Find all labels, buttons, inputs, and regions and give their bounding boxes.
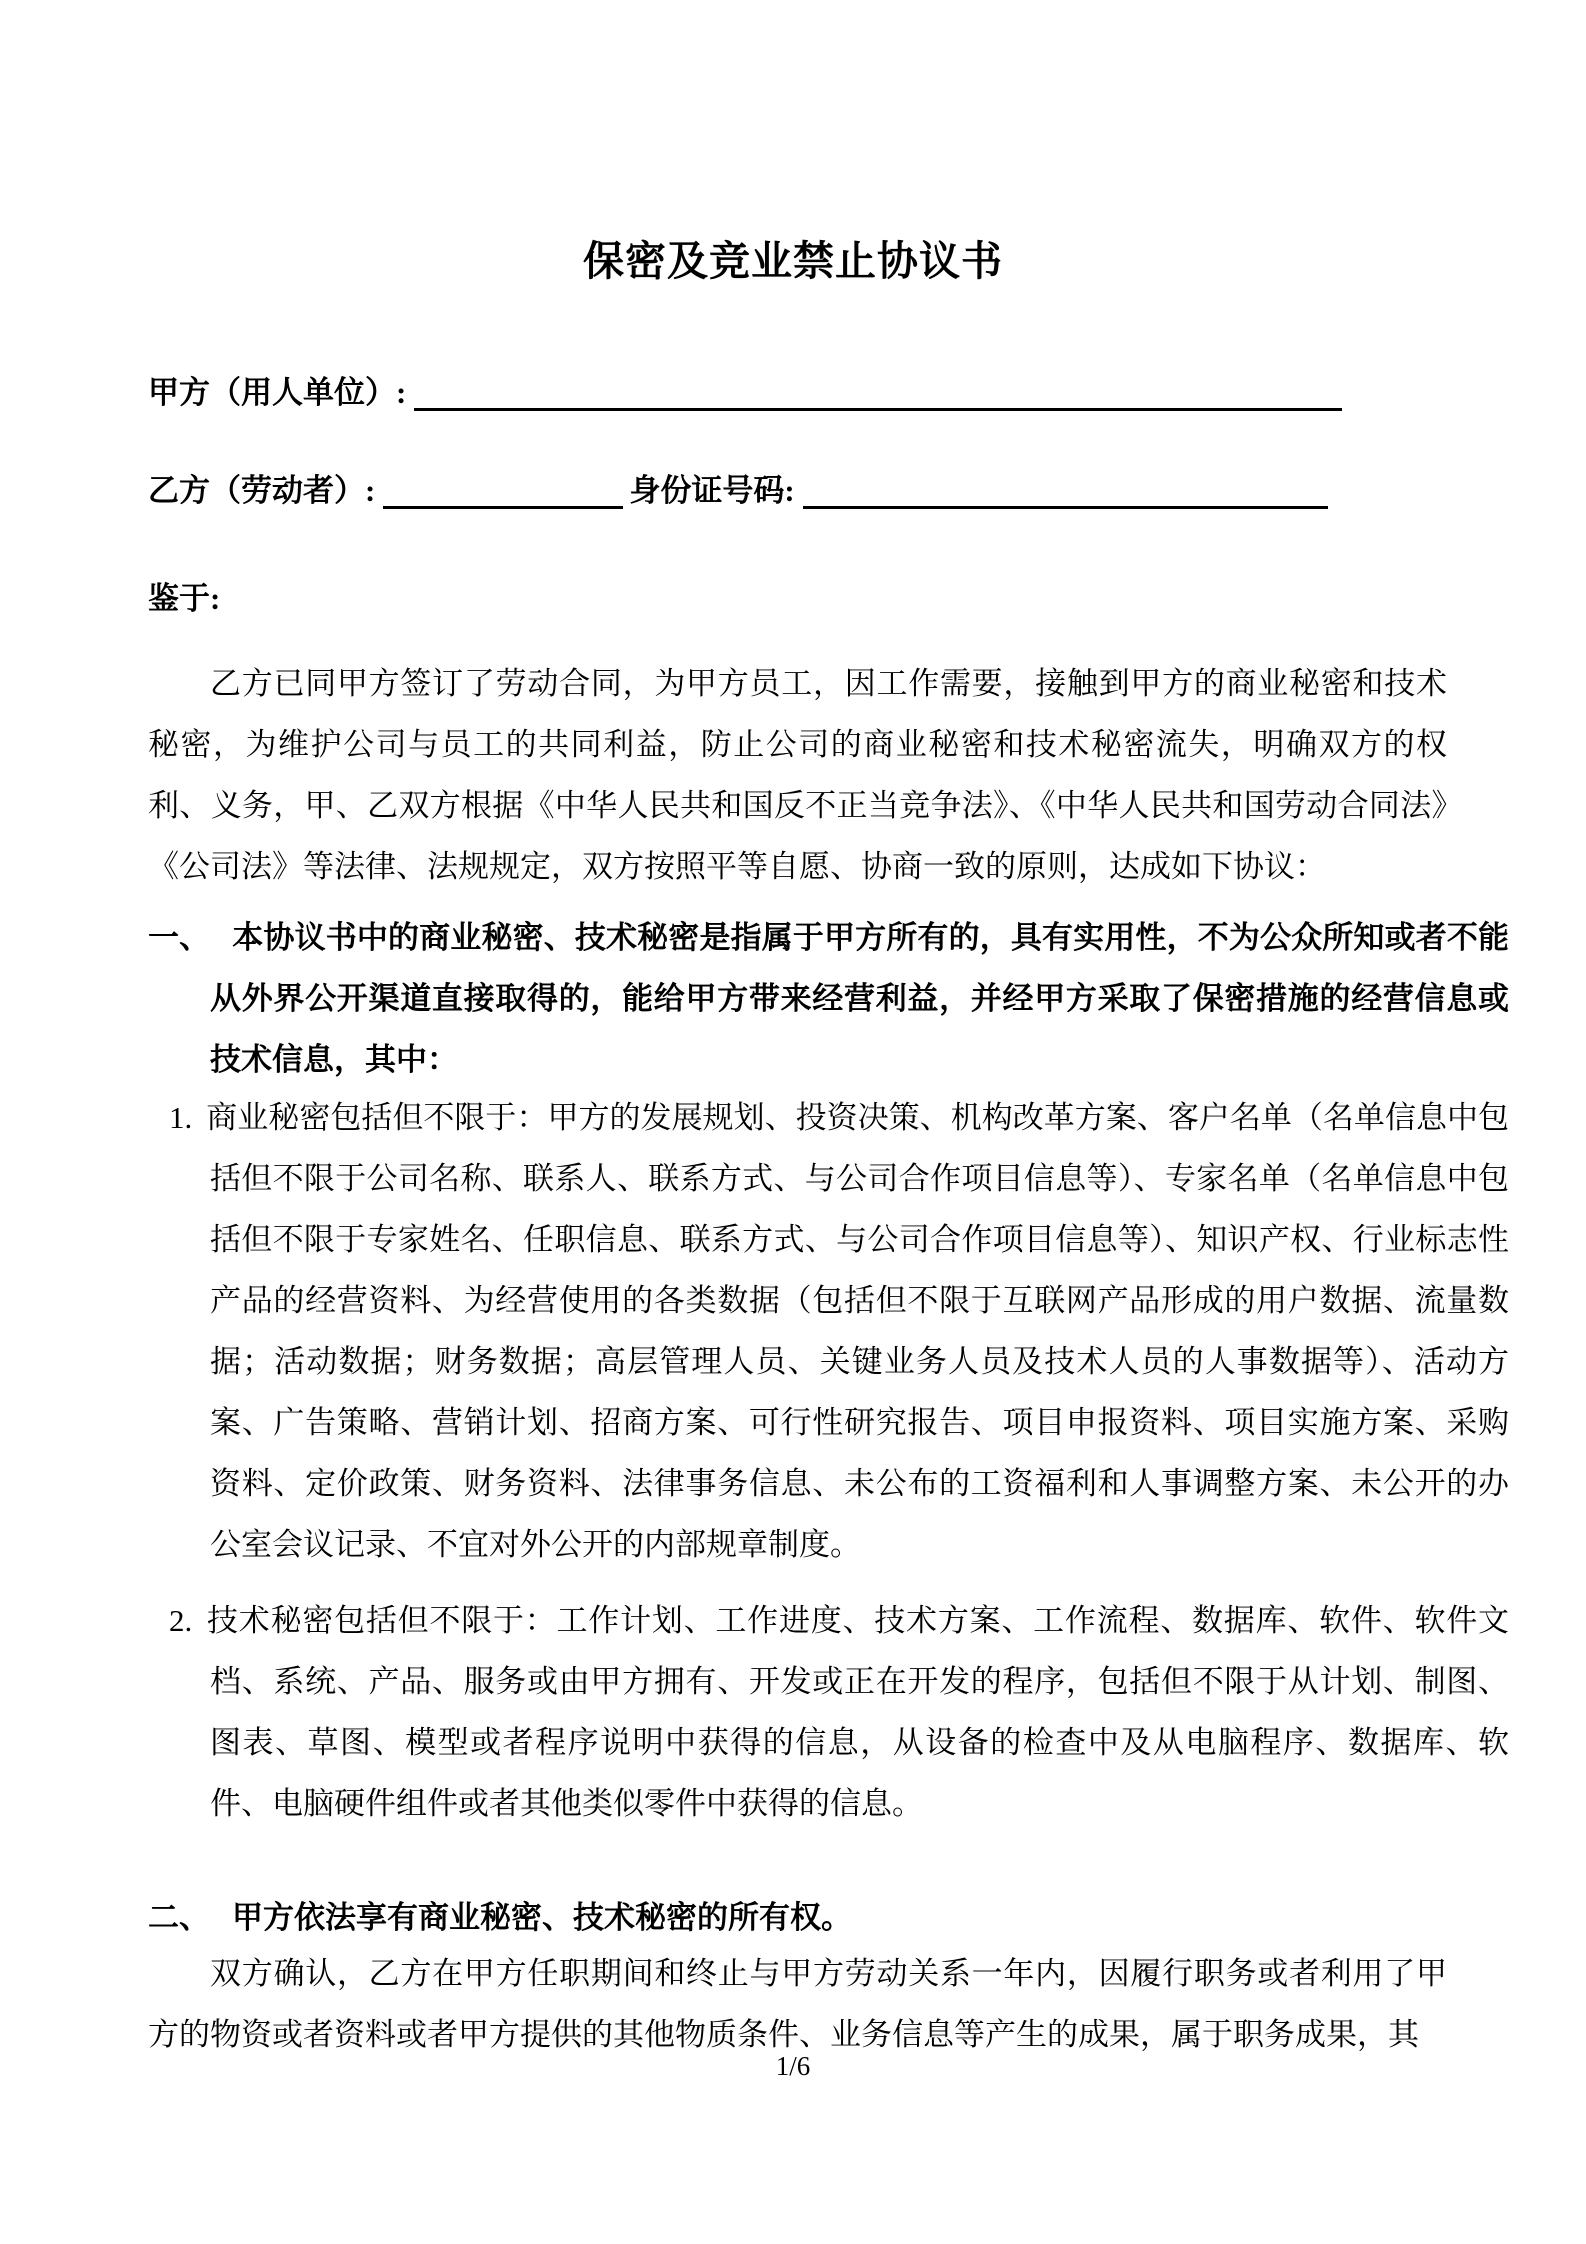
list-item-2-text: 技术秘密包括但不限于：工作计划、工作进度、技术方案、工作流程、数据库、软件、软件文档、系统、产品、服务或由甲方拥有、开发或正在开发的程序，包括但不限于从计划、制图、图表、草图、模型或者程序说明中获得的信息，从设备的检查中及从电脑程序、数据库、软件、电脑硬件组件或者其他类似零件中获得的信息。 [206, 1603, 1509, 1821]
section-1-marker: 一、 [148, 920, 211, 955]
party-b-row [148, 472, 1447, 509]
id-number-label: 身份证号码: [629, 473, 795, 508]
party-a-label: 甲方（用人单位）: [148, 375, 407, 410]
party-b-fill-line [383, 472, 623, 509]
party-a-row [148, 374, 1447, 411]
page-title: 保密及竞业禁止协议书 [583, 238, 1003, 284]
closing-paragraph: 双方确认，乙方在甲方任职期间和终止与甲方劳动关系一年内，因履行职务或者利用了甲方的物资或者资料或者甲方提供的其他物质条件、业务信息等产生的成果，属于职务成果，其 [148, 1956, 1447, 2052]
list-item-2 [148, 1590, 1509, 1834]
intro-paragraph: 乙方已同甲方签订了劳动合同，为甲方员工，因工作需要，接触到甲方的商业秘密和技术秘密，为维护公司与员工的共同利益，防止公司的商业秘密和技术秘密流失，明确双方的权利、义务，甲、乙双方根据《中华人民共和国反不正当竞争法》、《中华人民共和国劳动合同法》《公司法》等法律、法规规定，双方按照平等自愿、协商一致的原则，达成如下协议： [148, 666, 1447, 884]
whereas-label: 鉴于: [148, 581, 221, 616]
section-1-text: 本协议书中的商业秘密、技术秘密是指属于甲方所有的，具有实用性，不为公众所知或者不能从外界公开渠道直接取得的，能给甲方带来经营利益，并经甲方采取了保密措施的经营信息或技术信息，其中： [210, 920, 1510, 1077]
list-item-2-marker: 2. [169, 1603, 193, 1638]
party-b-label: 乙方（劳动者）: [148, 473, 376, 508]
id-number-fill-line [803, 472, 1328, 509]
list-item-1-text: 商业秘密包括但不限于：甲方的发展规划、投资决策、机构改革方案、客户名单（名单信息中包括但不限于公司名称、联系人、联系方式、与公司合作项目信息等）、专家名单（名单信息中包括但不限于专家姓名、任职信息、联系方式、与公司合作项目信息等）、知识产权、行业标志性产品的经营资料、为经营使用的各类数据（包括但不限于互联网产品形成的用户数据、流量数据；活动数据；财务数据；高层管理人员、关键业务人员及技术人员的人事数据等）、活动方案、广告策略、营销计划、招商方案、可行性研究报告、项目申报资料、项目实施方案、采购资料、定价政策、财务资料、法律事务信息、未公布的工资福利和人事调整方案、未公开的办公室会议记录、不宜对外公开的内部规章制度。 [206, 1100, 1509, 1562]
list-item-1 [148, 1087, 1509, 1575]
party-a-fill-line [414, 374, 1342, 411]
section-2-marker: 二、 [148, 1900, 210, 1935]
page-number: 1/6 [775, 2051, 811, 2081]
list-item-1-marker: 1. [169, 1100, 193, 1135]
section-2-heading [148, 1887, 1509, 1948]
section-2-text: 甲方依法享有商业秘密、技术秘密的所有权。 [232, 1900, 852, 1935]
section-1-heading [148, 907, 1509, 1090]
